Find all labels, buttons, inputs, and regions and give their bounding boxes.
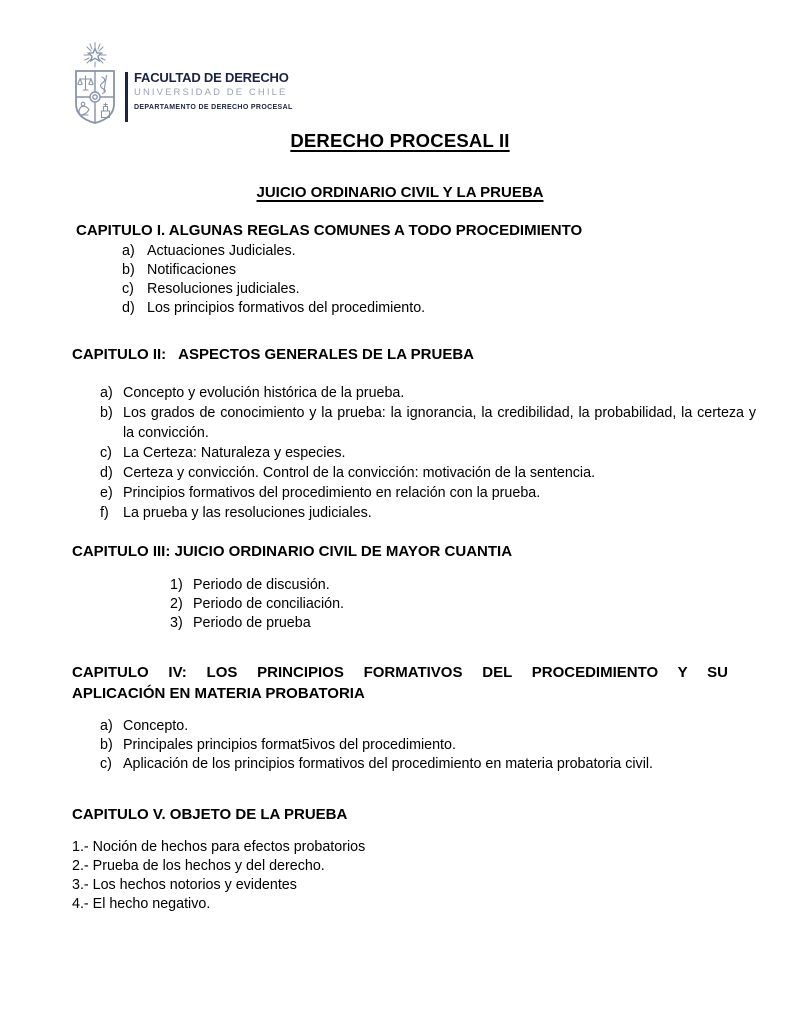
item-marker: 2) [170, 596, 183, 612]
item-text: La prueba y las resoluciones judiciales. [123, 505, 372, 521]
chapter-4-heading [72, 662, 728, 704]
item-text: Notificaciones [147, 262, 236, 278]
letterhead-divider [125, 72, 128, 122]
chapter-4-list [72, 717, 756, 774]
item-text: Periodo de discusión. [193, 577, 330, 593]
list-item [100, 383, 756, 403]
list-item [100, 755, 756, 774]
item-text: Periodo de prueba [193, 615, 311, 631]
item-marker: 3) [170, 615, 183, 631]
list-item [122, 280, 778, 299]
list-item: 2.- Prueba de los hechos y del derecho. [72, 858, 325, 874]
item-marker: a) [100, 718, 113, 734]
item-text: Principales principios format5ivos del procedimiento. [123, 737, 456, 753]
item-marker: a) [122, 243, 135, 259]
list-item [100, 736, 756, 755]
item-text: Concepto y evolución histórica de la prueba. [123, 385, 405, 401]
chapter-5-heading: CAPITULO V. OBJETO DE LA PRUEBA [72, 806, 348, 823]
chapter-1-heading: CAPITULO I. ALGUNAS REGLAS COMUNES A TODO PROCEDIMIENTO [76, 222, 583, 239]
chapter-3-list [72, 576, 800, 633]
list-item [170, 595, 800, 614]
item-marker: b) [100, 405, 113, 421]
item-text: Concepto. [123, 718, 189, 734]
item-marker: c) [122, 281, 134, 297]
list-item: 1.- Noción de hechos para efectos probatorios [72, 839, 366, 855]
item-marker: 1) [170, 577, 183, 593]
list-item [122, 261, 778, 280]
university-crest-icon [70, 42, 120, 126]
item-text: Los principios formativos del procedimiento. [147, 300, 426, 316]
item-marker: a) [100, 385, 113, 401]
item-text: Actuaciones Judiciales. [147, 243, 296, 259]
department-name: DEPARTAMENTO DE DERECHO PROCESAL [134, 104, 293, 111]
list-item: 4.- El hecho negativo. [72, 896, 211, 912]
item-marker: b) [122, 262, 135, 278]
document-title: DERECHO PROCESAL II [290, 130, 510, 151]
item-marker: f) [100, 505, 109, 521]
item-marker: e) [100, 485, 113, 501]
list-item [122, 299, 778, 318]
list-item [170, 576, 800, 595]
item-text: Aplicación de los principios formativos del procedimiento en materia probatoria civil. [123, 756, 654, 772]
list-item [100, 503, 756, 523]
list-item [100, 483, 756, 503]
faculty-name: FACULTAD DE DERECHO [134, 70, 289, 85]
list-item [100, 717, 756, 736]
chapter-5-list [72, 838, 728, 914]
item-text: Principios formativos del procedimiento en relación con la prueba. [123, 485, 541, 501]
list-item [122, 242, 778, 261]
chapter-3-heading: CAPITULO III: JUICIO ORDINARIO CIVIL DE MAYOR CUANTIA [72, 543, 513, 560]
list-item [100, 443, 756, 463]
document-subtitle: JUICIO ORDINARIO CIVIL Y LA PRUEBA [256, 184, 544, 201]
chapter-2-heading: CAPITULO II: ASPECTOS GENERALES DE LA PRUEBA [72, 346, 474, 363]
item-marker: d) [100, 465, 113, 481]
item-marker: c) [100, 445, 112, 461]
university-name: UNIVERSIDAD DE CHILE [134, 87, 288, 98]
chapter-4-heading-line2: APLICACIÓN EN MATERIA PROBATORIA [72, 685, 365, 702]
item-marker: b) [100, 737, 113, 753]
item-text: Los grados de conocimiento y la prueba: la ignorancia, la credibilidad, la probabilidad, la certeza y la convicción. [123, 405, 756, 441]
letterhead-text [134, 70, 293, 113]
item-text: Certeza y convicción. Control de la convicción: motivación de la sentencia. [123, 465, 596, 481]
university-letterhead [70, 42, 293, 126]
list-item [170, 614, 800, 633]
item-text: La Certeza: Naturaleza y especies. [123, 445, 346, 461]
list-item: 3.- Los hechos notorios y evidentes [72, 877, 297, 893]
chapter-4-heading-line1: CAPITULO IV: LOS PRINCIPIOS FORMATIVOS DEL PROCEDIMIENTO Y SU [72, 664, 728, 681]
list-item [100, 463, 756, 483]
item-text: Periodo de conciliación. [193, 596, 345, 612]
item-text: Resoluciones judiciales. [147, 281, 300, 297]
list-item [100, 403, 756, 443]
item-marker: d) [122, 300, 135, 316]
chapter-2-list [72, 383, 756, 523]
item-marker: c) [100, 756, 112, 772]
chapter-1-list [72, 242, 778, 318]
